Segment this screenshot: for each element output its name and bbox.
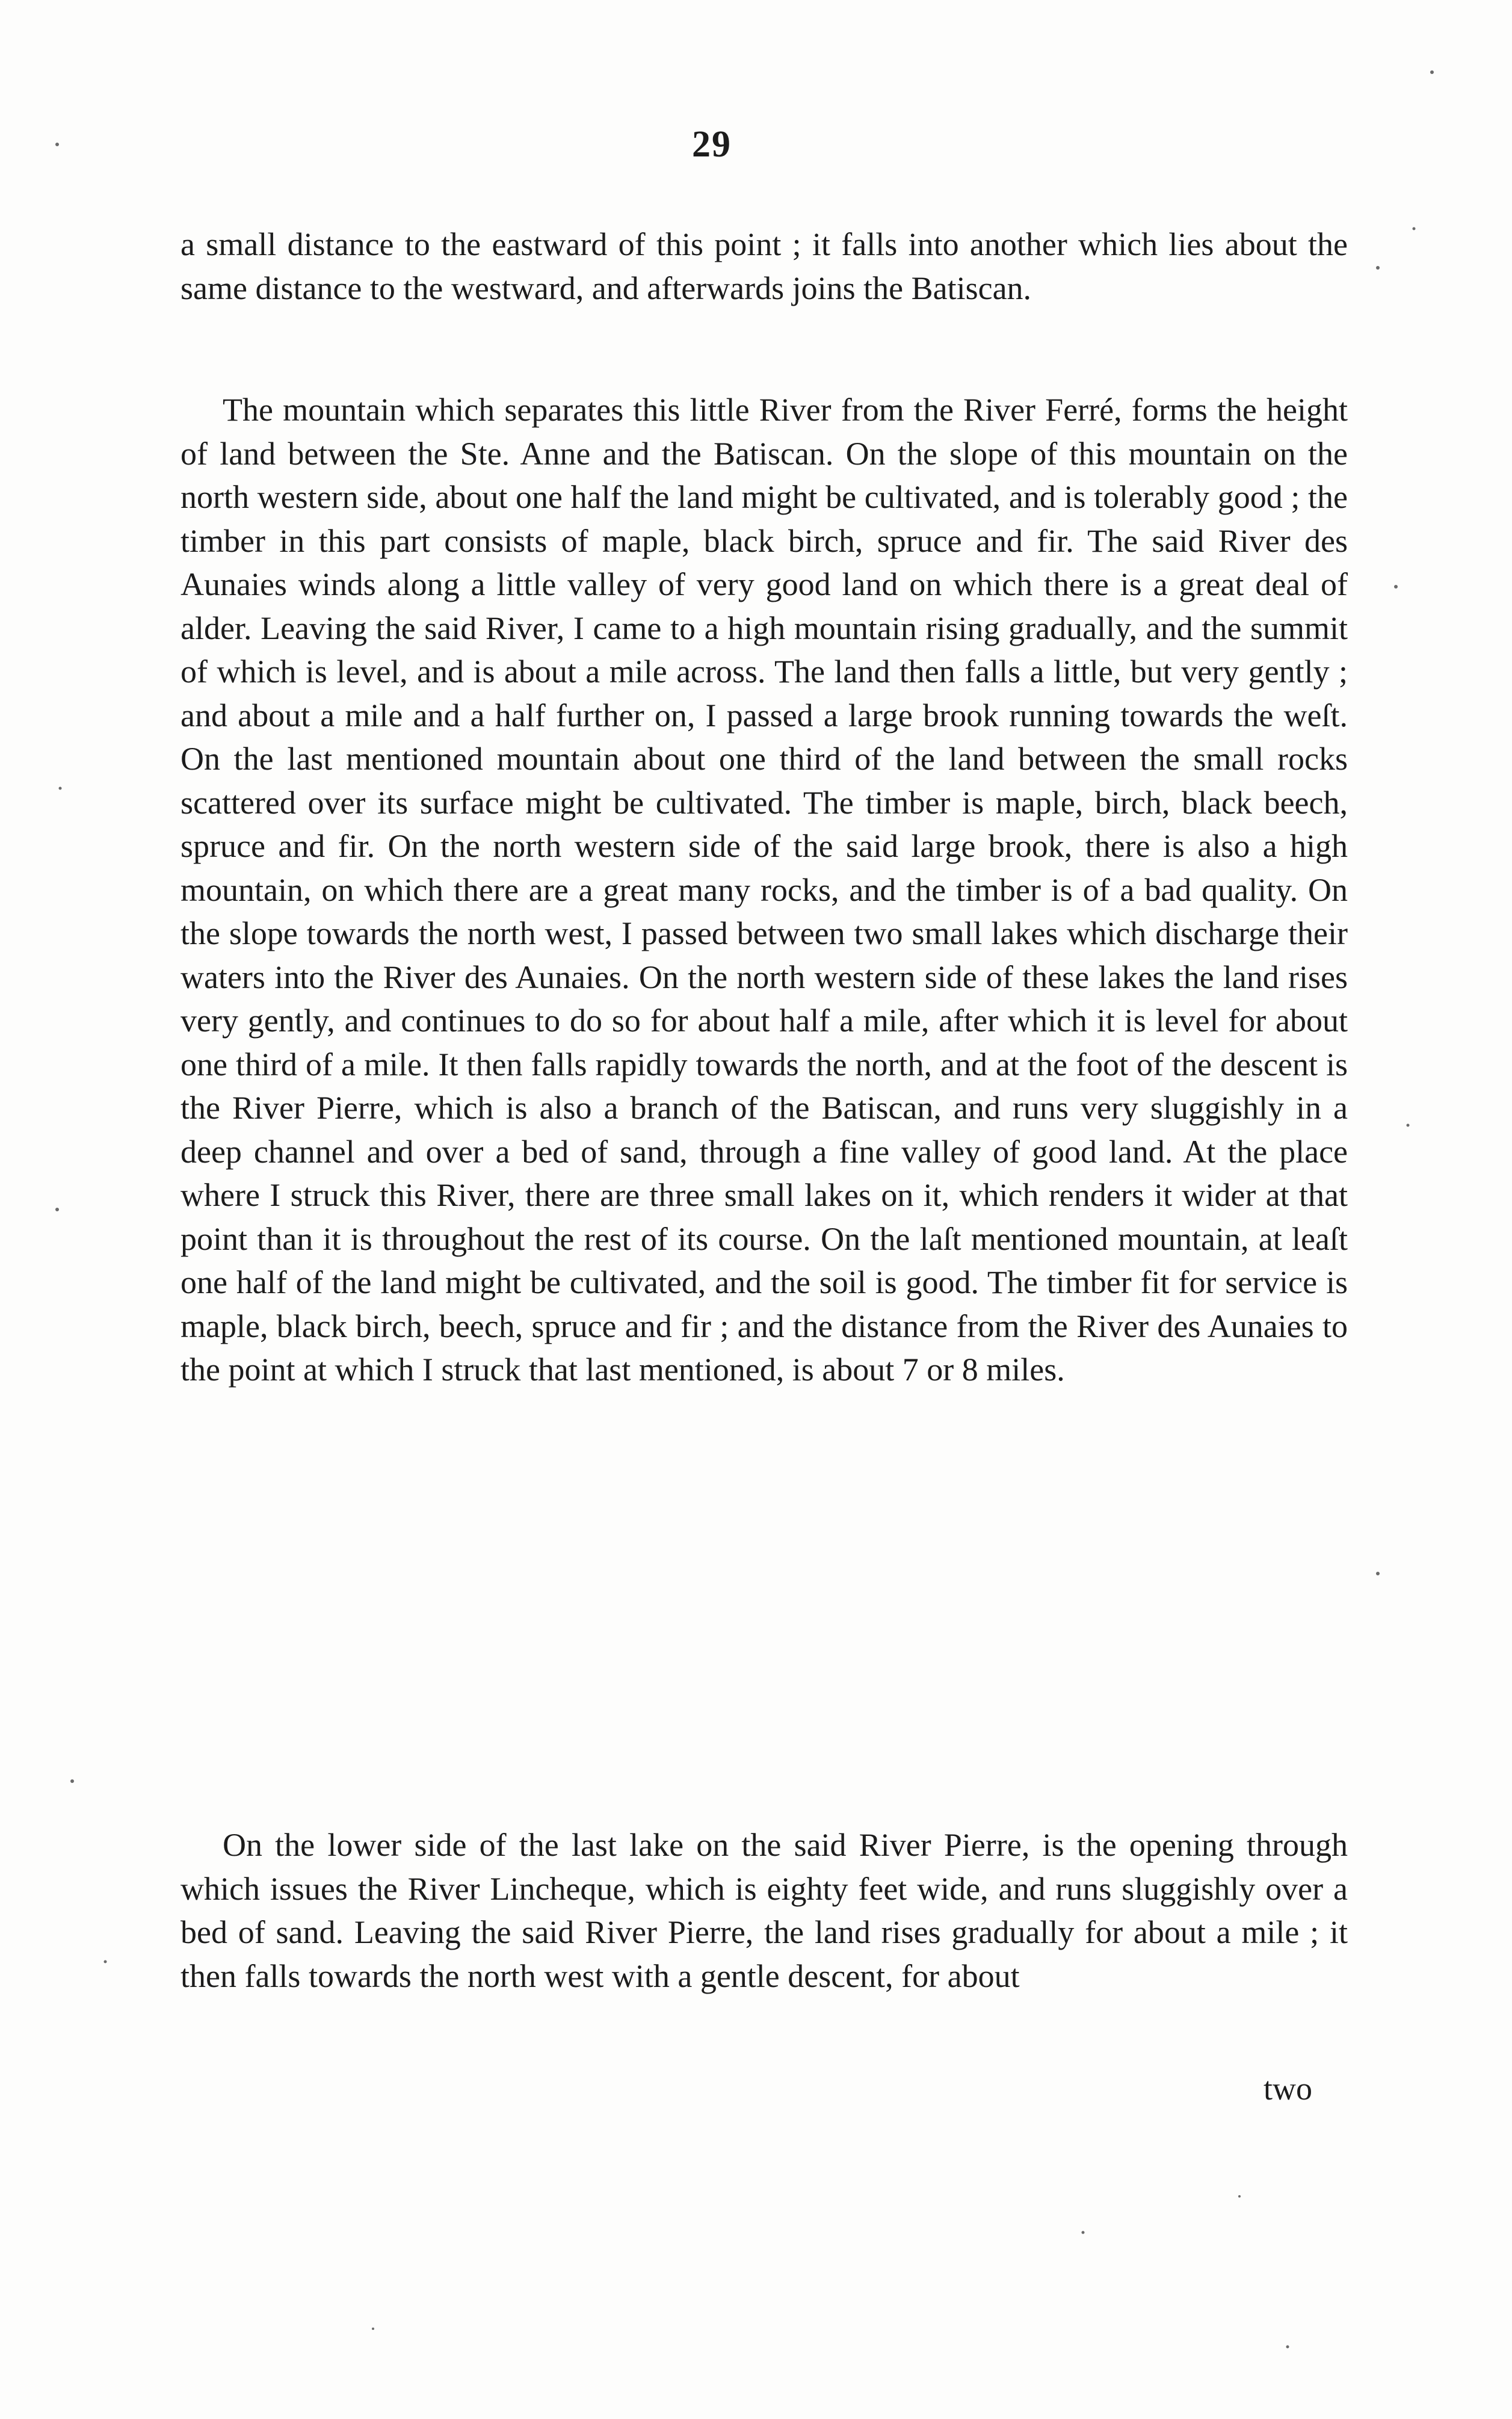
page-number: 29 — [692, 124, 732, 165]
paragraph-mountain-description: The mountain which separates this little River from the River Ferré, forms the height of land between the Ste. Anne and the Batiscan. On the slope of this mountain on the north western side, about one half the land might be cultivated, and is tolerably good ; the timber in this part consists of maple, black birch, spruce and fir. The said River des Aunaies winds along a little valley of very good land on which there is a great deal of alder. Leaving the said River, I came to a high mountain rising gradually, and the summit of which is level, and is about a mile across. The land then falls a little, but very gently ; and about a mile and a half further on, I passed a large brook running towards the weſt. On the last mentioned mountain about one third of the land between the small rocks scattered over its surface might be cultivated. The timber is maple, birch, black beech, spruce and fir. On the north western side of the said large brook, there is also a high mountain, on which there are a great many rocks, and the timber is of a bad quality. On the slope towards the north west, I passed between two small lakes which discharge their waters into the River des Aunaies. On the north western side of these lakes the land rises very gently, and continues to do so for about half a mile, after which it is level for about one third of a mile. It then falls rapidly towards the north, and at the foot of the descent is the River Pierre, which is also a branch of the Batiscan, and runs very sluggishly in a deep channel and over a bed of sand, through a fine valley of good land. At the place where I struck this River, there are three small lakes on it, which renders it wider at that point than it is throughout the rest of its course. On the laſt mentioned mountain, at leaſt one half of the land might be cultivated, and the soil is good. The timber fit for service is maple, black birch, beech, spruce and fir ; and the distance from the River des Aunaies to the point at which I struck that last mentioned, is about 7 or 8 miles. — [181, 392, 1348, 1388]
paragraph-continued: a small distance to the eastward of this point ; it falls into another which lies about the same distance to the westward, and afterwards joins the Batiscan. — [181, 226, 1348, 306]
catchword: two — [1264, 2071, 1312, 2107]
paragraph-river-pierre: On the lower side of the last lake on the said River Pierre, is the opening through which issues the River Lincheque, which is eighty feet wide, and runs sluggishly over a bed of sand. Leaving the said River Pierre, the land rises gradually for about a mile ; it then falls towards the north west with a gentle descent, for about — [181, 1827, 1348, 1994]
